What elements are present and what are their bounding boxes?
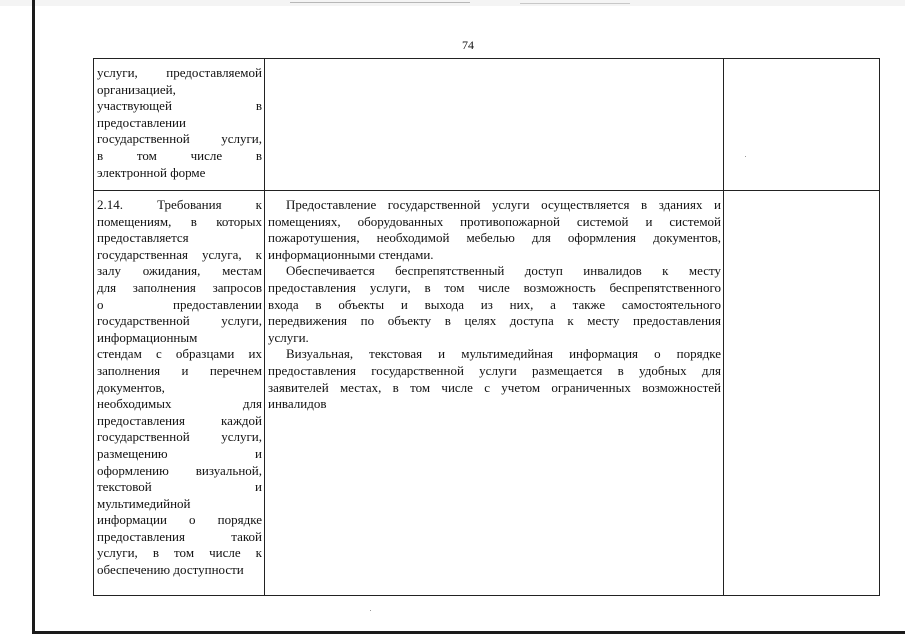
row1-col1-cell bbox=[94, 59, 265, 191]
scan-artifact bbox=[290, 2, 470, 3]
row2-col2-text bbox=[265, 191, 723, 413]
paragraph-accessibility bbox=[268, 263, 721, 346]
row2-col1-text bbox=[94, 191, 264, 579]
table-row bbox=[94, 59, 880, 191]
text-line: текстовой и bbox=[97, 479, 262, 495]
text-line: о предоставлении bbox=[97, 296, 262, 312]
text-line: государственная услуга, к bbox=[97, 246, 262, 262]
row2-col2-cell bbox=[265, 191, 724, 596]
scan-left-edge bbox=[32, 0, 35, 633]
row1-col2-cell bbox=[265, 59, 724, 191]
paragraph-information bbox=[268, 346, 721, 412]
text-line: помещениям, в которых bbox=[97, 213, 262, 229]
text-line: 2.14. Требования к bbox=[97, 197, 262, 212]
scan-speck bbox=[370, 610, 371, 611]
text-line: предоставления каждой bbox=[97, 412, 262, 428]
text-line: Обеспечивается беспрепятственный доступ инвалидов к месту bbox=[286, 263, 721, 279]
text-line: Предоставление государственной услуги осуществляется в зданиях и bbox=[286, 197, 721, 212]
text-line: информации о порядке bbox=[97, 512, 262, 528]
text-line: электронной форме bbox=[97, 164, 206, 180]
scan-top-edge bbox=[0, 0, 905, 6]
requirements-table bbox=[93, 58, 880, 596]
table-row bbox=[94, 191, 880, 596]
text-line: заполнения и перечнем bbox=[97, 362, 262, 378]
text-line: размещению и bbox=[97, 445, 262, 461]
text-line: документов, bbox=[97, 379, 165, 395]
row1-col3-cell bbox=[724, 59, 880, 191]
text-line: предоставления государственной услуги размещается в удобных для bbox=[268, 362, 721, 378]
text-line: мультимедийной bbox=[97, 495, 191, 511]
text-line: услуги, в том числе к bbox=[97, 545, 262, 561]
text-line: передвижения по объекту в целях доступа к месту предоставления bbox=[268, 313, 721, 329]
text-line: необходимых для bbox=[97, 396, 262, 412]
text-line: информационным bbox=[97, 329, 198, 345]
row2-col3-cell bbox=[724, 191, 880, 596]
text-line: предоставления услуги, в том числе возможность беспрепятственного bbox=[268, 279, 721, 295]
row2-col1-cell bbox=[94, 191, 265, 596]
text-line: входа в объекты и выхода из них, а также самостоятельного bbox=[268, 296, 721, 312]
scan-speck bbox=[745, 156, 746, 157]
text-line: информационными стендами. bbox=[268, 246, 434, 262]
text-line: обеспечению доступности bbox=[97, 562, 244, 578]
text-line: в том числе в bbox=[97, 147, 262, 163]
text-line: стендам с образцами их bbox=[97, 346, 262, 362]
text-line: услуги. bbox=[268, 329, 309, 345]
scan-bottom-edge bbox=[32, 631, 905, 634]
text-line: для заполнения запросов bbox=[97, 279, 262, 295]
text-line: залу ожидания, местам bbox=[97, 263, 262, 279]
text-line: Визуальная, текстовая и мультимедийная информация о порядке bbox=[286, 346, 721, 362]
row1-col1-text bbox=[94, 59, 264, 181]
text-line: предоставляется bbox=[97, 230, 189, 246]
text-line: государственной услуги, bbox=[97, 131, 262, 147]
text-line: государственной услуги, bbox=[97, 313, 262, 329]
text-line: инвалидов bbox=[268, 396, 327, 412]
text-line: организацией, bbox=[97, 81, 176, 97]
text-line: государственной услуги, bbox=[97, 429, 262, 445]
text-line: участвующей в bbox=[97, 98, 262, 114]
text-line: заявителей местах, в том числе с учетом ограниченных возможностей bbox=[268, 379, 721, 395]
text-line: помещениях, оборудованных противопожарной системой и системой bbox=[268, 213, 721, 229]
text-line: оформлению визуальной, bbox=[97, 462, 262, 478]
scan-artifact bbox=[520, 3, 630, 4]
page-number: 74 bbox=[462, 38, 474, 52]
text-line: пожаротушения, необходимой мебелью для оформления документов, bbox=[268, 230, 721, 246]
paragraph-premises bbox=[268, 197, 721, 263]
text-line: услуги, предоставляемой bbox=[97, 65, 262, 80]
text-line: предоставления такой bbox=[97, 528, 262, 544]
text-line: предоставлении bbox=[97, 114, 186, 130]
